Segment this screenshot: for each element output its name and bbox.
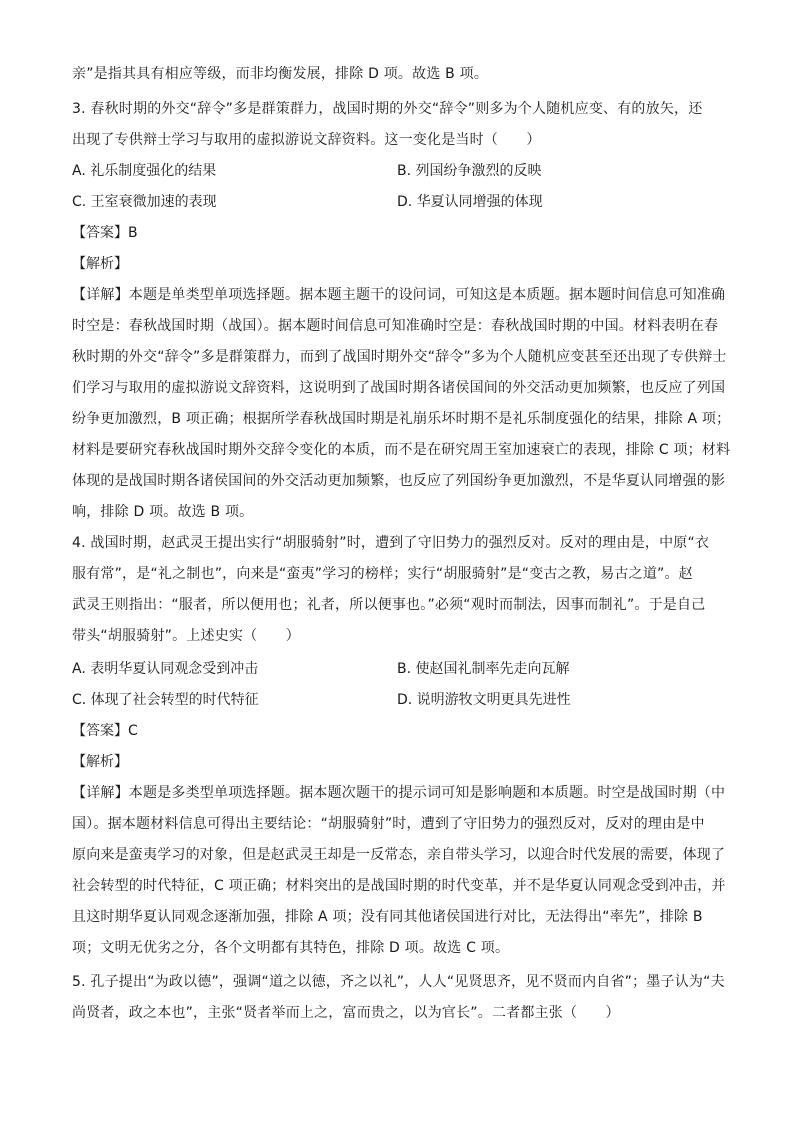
question-3-detail-line: 响，排除 D 项。故选 B 项。 [72, 504, 254, 520]
question-4-option-d: D. 说明游牧文明更具先进性 [397, 692, 571, 708]
question-4-option-a: A. 表明华夏认同观念受到冲击 [72, 661, 259, 677]
question-3-detail-line: 秋时期的外交“辞令”多是群策群力，而到了战国时期外交“辞令”多为个人随机应变甚至还出现了专供辩士 [72, 349, 727, 365]
question-3-detail-line: 材料是要研究春秋战国时期外交辞令变化的本质，而不是在研究周王室加速衰亡的表现，排除 C 项；材料 [72, 442, 731, 458]
question-4-stem-line: 带头“胡服骑射”。上述史实（ ） [72, 628, 300, 644]
question-3-detail-line: 体现的是战国时期各诸侯国间的外交活动更加频繁，也反应了列国纷争更加激烈，不是华夏认同增强的影 [72, 473, 726, 489]
question-4-stem-line: 4. 战国时期，赵武灵王提出实行“胡服骑射”时，遭到了守旧势力的强烈反对。反对的理由是，中原“衣 [72, 535, 710, 551]
question-4-detail-line: 国）。据本题材料信息可得出主要结论：“胡服骑射”时，遭到了守旧势力的强烈反对，反对的理由是中 [72, 816, 705, 832]
question-3-option-b: B. 列国纷争激烈的反映 [397, 163, 542, 179]
question-4-option-b: B. 使赵国礼制率先走向瓦解 [397, 661, 570, 677]
text-line: 亲”是指其具有相应等级，而非均衡发展，排除 D 项。故选 B 项。 [72, 66, 489, 82]
question-3-detail-line: 纷争更加激烈，B 项正确；根据所学春秋战国时期是礼崩乐坏时期不是礼乐制度强化的结果，排除 A 项； [72, 411, 731, 427]
question-5-stem-line: 5. 孔子提出“为政以德”，强调“道之以德，齐之以礼”，人人“见贤思齐，见不贤而内自省”；墨子认为“夫 [72, 974, 725, 990]
question-3-answer: 【答案】B [72, 225, 138, 241]
question-3-detail-line: 【详解】本题是单类型单项选择题。据本题主题干的设问词，可知这是本质题。据本题时间信息可知准确 [72, 287, 726, 303]
question-4-stem-line: 服有常”，是“礼之制也”，向来是“蛮夷”学习的榜样；实行“胡服骑射”是“变古之教，易古之道”。赵 [72, 566, 693, 582]
question-4-answer: 【答案】C [72, 723, 138, 739]
question-4-detail-line: 项；文明无优劣之分，各个文明都有其特色，排除 D 项。故选 C 项。 [72, 940, 510, 956]
question-4-detail-line: 【详解】本题是多类型单项选择题。据本题次题干的提示词可知是影响题和本质题。时空是战国时期（中 [72, 785, 726, 801]
question-3-option-a: A. 礼乐制度强化的结果 [72, 163, 217, 179]
question-5-stem-line: 尚贤者，政之本也”，主张“贤者举而上之，富而贵之，以为官长”。二者都主张（ ） [72, 1005, 620, 1021]
question-4-stem-line: 武灵王则指出：“服者，所以便用也；礼者，所以便事也。”必须“观时而制法，因事而制礼”。于是自己 [72, 597, 706, 613]
question-3-detail-line: 时空是：春秋战国时期（战国）。据本题时间信息可知准确时空是：春秋战国时期的中国。材料表明在春 [72, 318, 719, 334]
question-3-detail-line: 们学习与取用的虚拟游说文辞资料，这说明到了战国时期各诸侯国间的外交活动更加频繁，也反应了列国 [72, 380, 726, 396]
question-4-analysis-label: 【解析】 [72, 754, 128, 770]
question-3-option-c: C. 王室衰微加速的表现 [72, 194, 217, 210]
question-4-detail-line: 且这时期华夏认同观念逐渐加强，排除 A 项；没有同其他诸侯国进行对比，无法得出“率先”，排除 B [72, 909, 703, 925]
question-4-option-c: C. 体现了社会转型的时代特征 [72, 692, 259, 708]
question-3-stem-line: 3. 春秋时期的外交“辞令”多是群策群力，战国时期的外交“辞令”则多为个人随机应变、有的放矢，还 [72, 101, 703, 117]
question-3-option-d: D. 华夏认同增强的体现 [397, 194, 543, 210]
question-4-detail-line: 社会转型的时代特征，C 项正确；材料突出的是战国时期的时代变革，并不是华夏认同观念受到冲击，并 [72, 878, 726, 894]
question-4-detail-line: 原向来是蛮夷学习的对象，但是赵武灵王却是一反常态，亲自带头学习，以迎合时代发展的需要，体现了 [72, 847, 726, 863]
question-3-analysis-label: 【解析】 [72, 256, 128, 272]
question-3-stem-line: 出现了专供辩士学习与取用的虚拟游说文辞资料。这一变化是当时（ ） [72, 132, 541, 148]
